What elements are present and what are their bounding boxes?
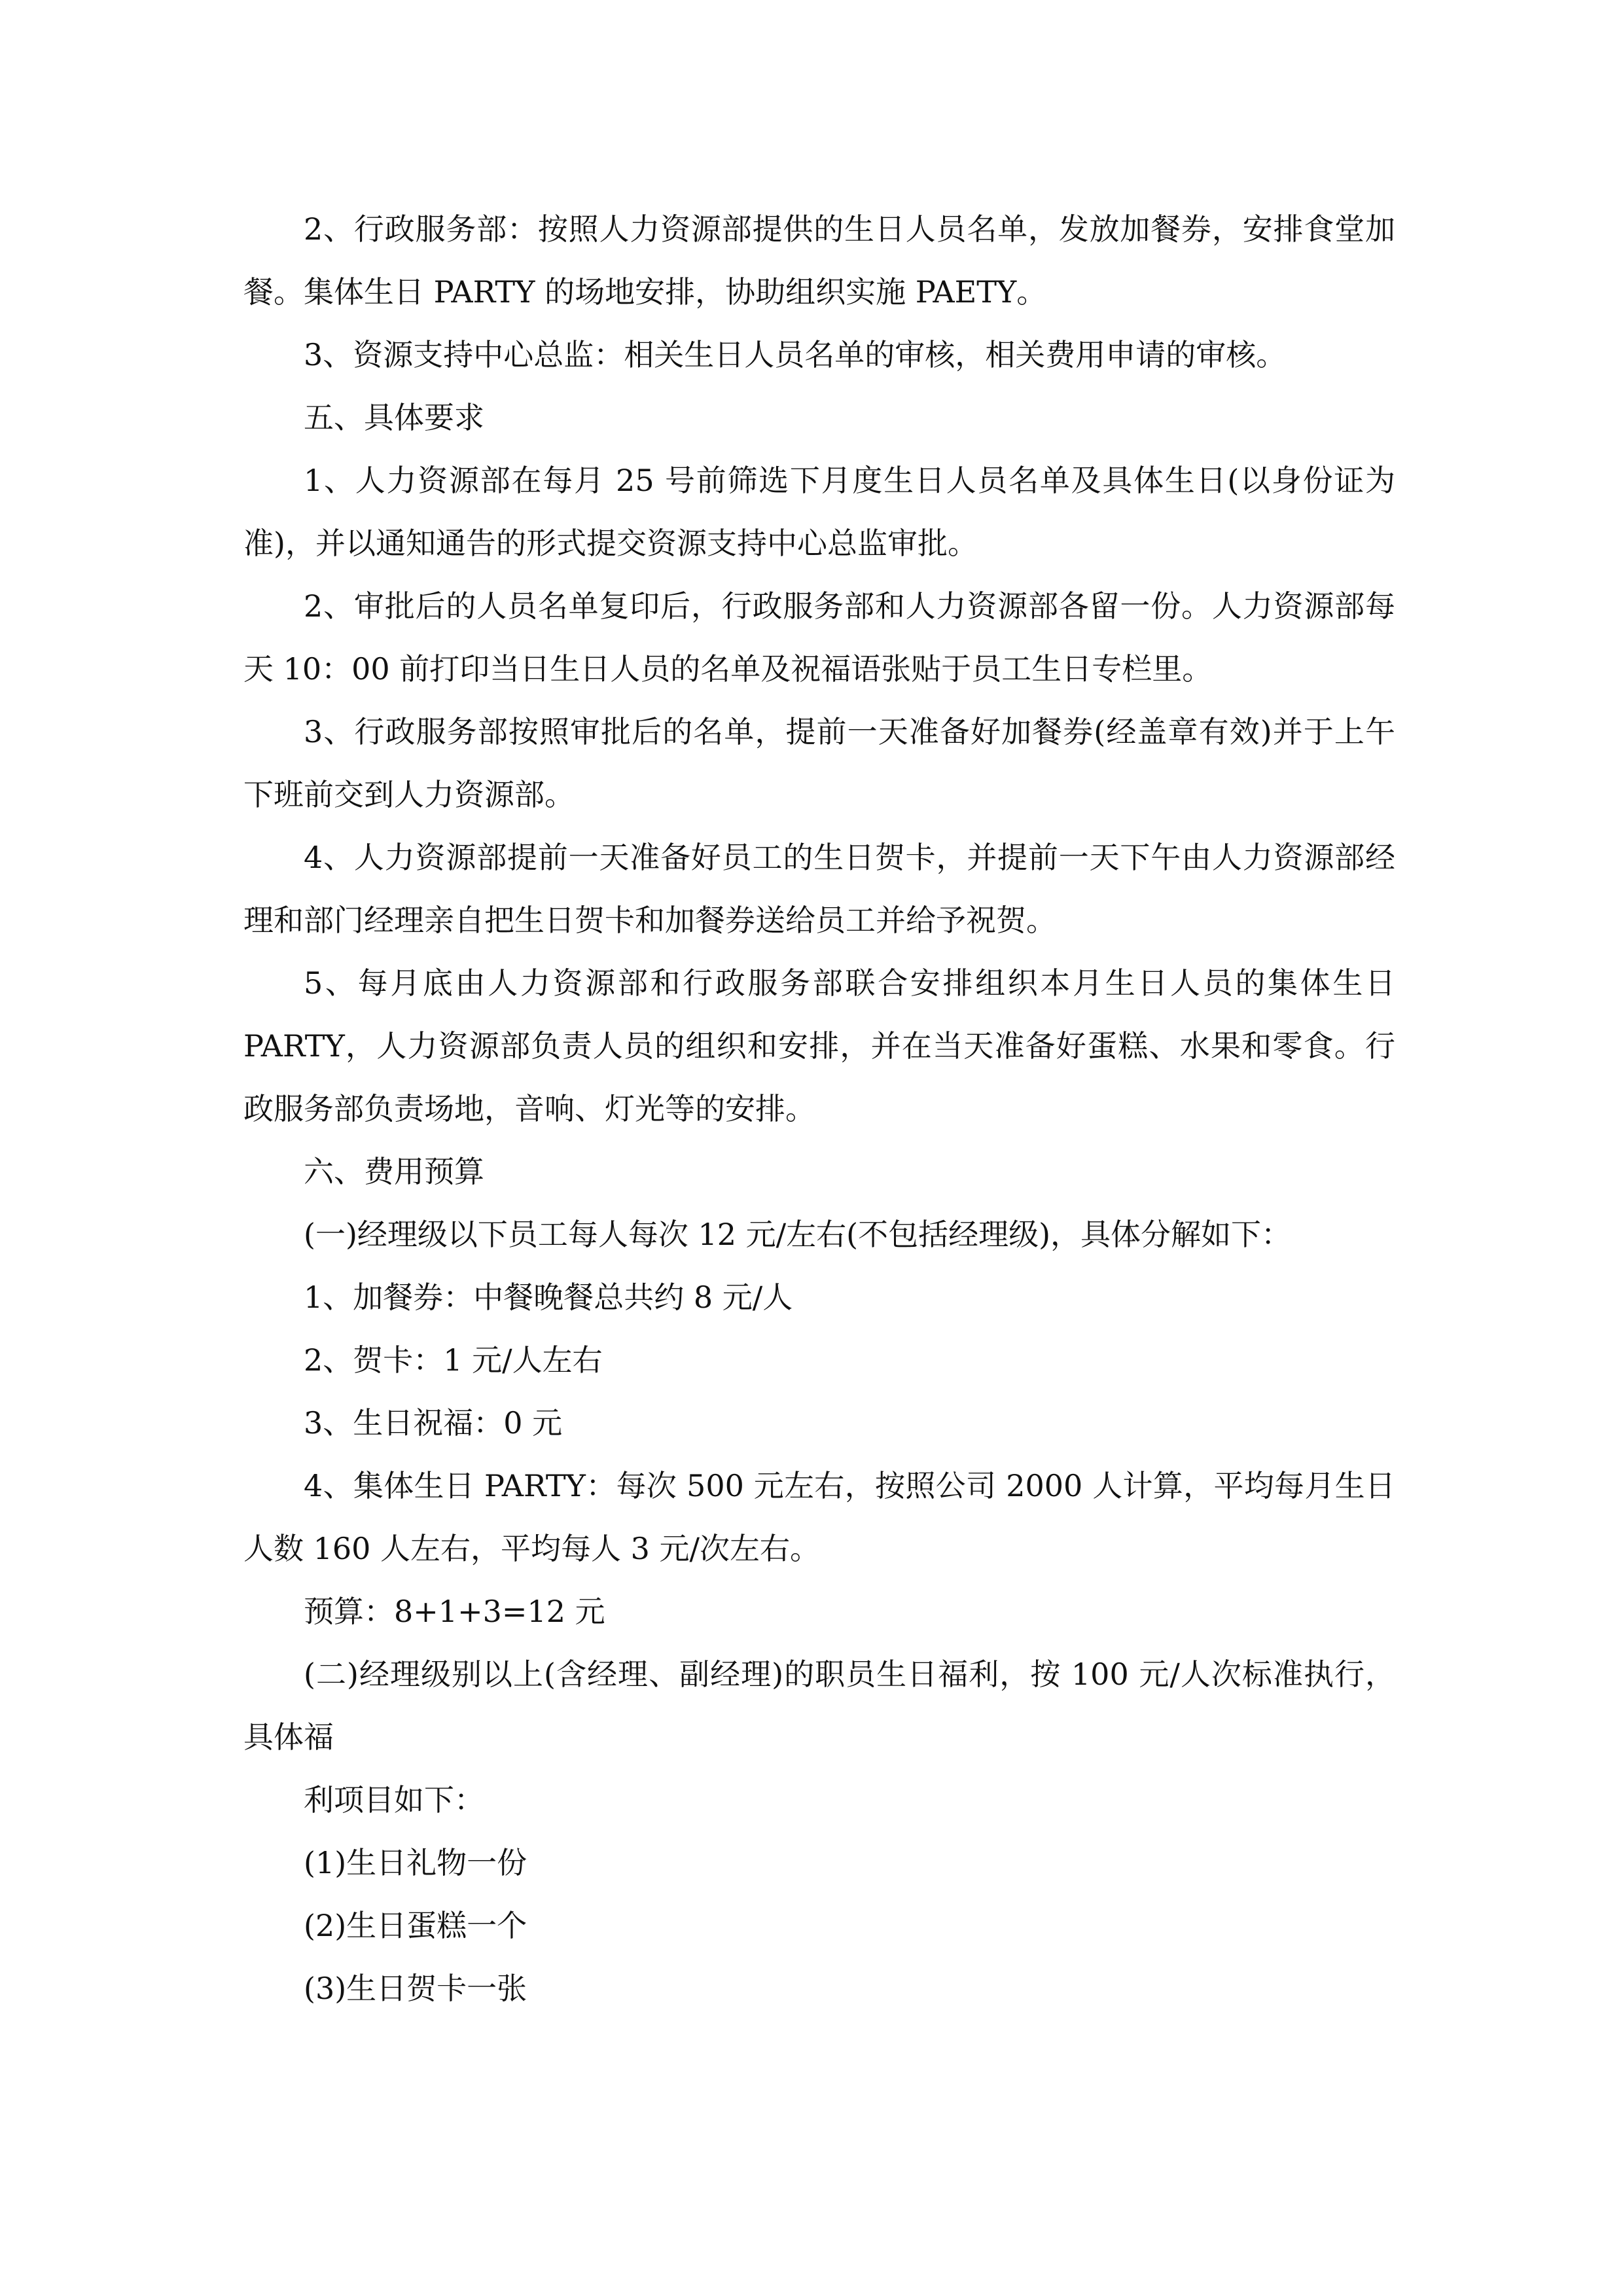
paragraph-requirement-1: 1、人力资源部在每月 25 号前筛选下月度生日人员名单及具体生日(以身份证为准)，并以通知通告的形式提交资源支持中心总监审批。 — [243, 463, 1395, 561]
section-heading-budget: 六、费用预算 — [304, 1154, 484, 1189]
paragraph-requirement-4: 4、人力资源部提前一天准备好员工的生日贺卡，并提前一天下午由人力资源部经理和部门经理亲自把生日贺卡和加餐券送给员工并给予祝贺。 — [243, 840, 1395, 938]
paragraph-requirement-3: 3、行政服务部按照审批后的名单，提前一天准备好加餐券(经盖章有效)并于上午下班前交到人力资源部。 — [243, 714, 1395, 812]
list-item-group-party: 4、集体生日 PARTY：每次 500 元左右，按照公司 2000 人计算，平均每月生日人数 160 人左右，平均每人 3 元/次左右。 — [243, 1468, 1395, 1566]
paragraph-requirement-2: 2、审批后的人员名单复印后，行政服务部和人力资源部各留一份。人力资源部每天 10：00 前打印当日生日人员的名单及祝福语张贴于员工生日专栏里。 — [243, 588, 1395, 687]
paragraph-budget-managers: (二)经理级别以上(含经理、副经理)的职员生日福利，按 100 元/人次标准执行，具体福 — [243, 1657, 1395, 1755]
list-item-card: (3)生日贺卡一张 — [304, 1971, 527, 2006]
document-body — [243, 198, 1395, 2020]
list-item-cake: (2)生日蛋糕一个 — [304, 1908, 527, 1943]
paragraph-director-duties: 3、资源支持中心总监：相关生日人员名单的审核，相关费用申请的审核。 — [304, 337, 1287, 372]
list-item-meal-voucher: 1、加餐券：中餐晚餐总共约 8 元/人 — [304, 1280, 793, 1315]
paragraph-requirement-5: 5、每月底由人力资源部和行政服务部联合安排组织本月生日人员的集体生日 PARTY，人力资源部负责人员的组织和安排，并在当天准备好蛋糕、水果和零食。行政服务部负责场地，音响、灯光等的安排。 — [243, 965, 1395, 1126]
section-heading-requirements: 五、具体要求 — [304, 400, 484, 435]
paragraph-budget-total: 预算：8+1+3=12 元 — [304, 1594, 605, 1629]
list-item-birthday-wishes: 3、生日祝福：0 元 — [304, 1405, 563, 1441]
paragraph-admin-dept-duties: 2、行政服务部：按照人力资源部提供的生日人员名单，发放加餐券，安排食堂加餐。集体生日 PARTY 的场地安排，协助组织实施 PAETY。 — [243, 211, 1395, 310]
paragraph-items-intro: 利项目如下： — [304, 1782, 484, 1818]
paragraph-budget-staff: (一)经理级以下员工每人每次 12 元/左右(不包括经理级)，具体分解如下： — [304, 1217, 1292, 1252]
list-item-greeting-card: 2、贺卡：1 元/人左右 — [304, 1342, 603, 1378]
list-item-gift: (1)生日礼物一份 — [304, 1845, 527, 1880]
